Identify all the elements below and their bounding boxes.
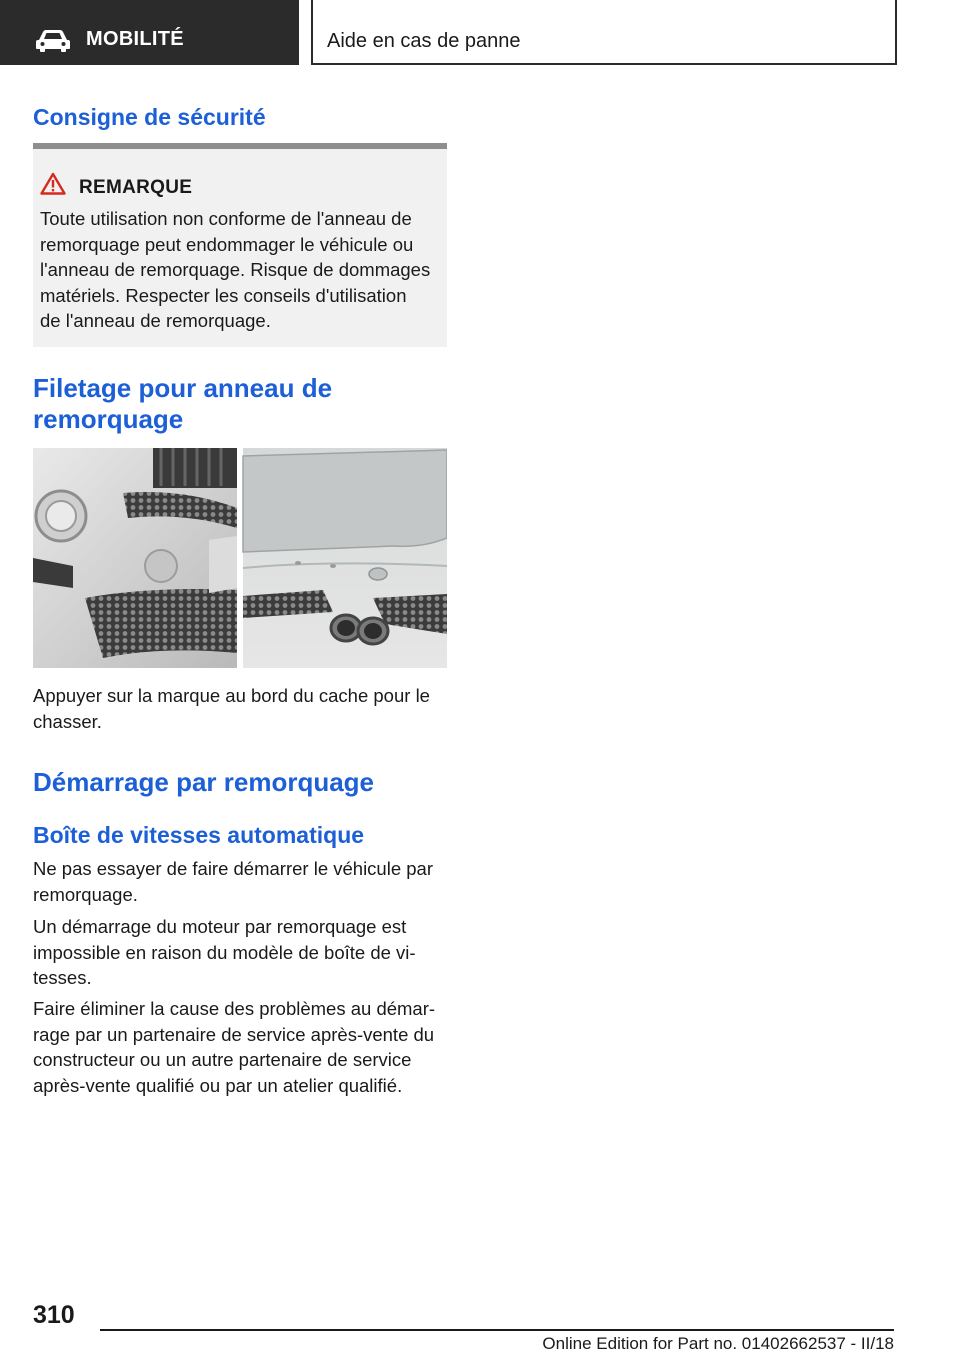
paragraph-line: rage par un partenaire de service après-vente du (33, 1023, 435, 1045)
paragraph-line: remorquage. (33, 883, 138, 905)
tow-paragraph-1 (33, 856, 447, 907)
notice-line: matériels. Respecter les conseils d'utilisation (40, 284, 407, 306)
notice-box (33, 143, 447, 347)
front-bumper-photo (33, 448, 237, 668)
header-chapter-box (311, 0, 897, 65)
notice-title: REMARQUE (79, 177, 193, 198)
tow-paragraph-2 (33, 914, 447, 991)
thread-heading: Filetage pour anneau de remorquage (33, 373, 333, 434)
tow-paragraph-3 (33, 996, 447, 1098)
chapter-title: Aide en cas de panne (327, 30, 521, 52)
caption-line: chasser. (33, 710, 102, 732)
bumper-photo-figure (33, 448, 447, 668)
paragraph-line: après-vente qualifié ou par un atelier qualifié. (33, 1074, 403, 1096)
notice-body (40, 206, 444, 334)
gearbox-subheading: Boîte de vitesses automatique (33, 822, 365, 848)
paragraph-line: tesses. (33, 967, 92, 988)
rear-bumper-photo (243, 448, 447, 668)
paragraph-line: impossible en raison du modèle de boîte de vi- (33, 941, 416, 963)
car-icon (36, 28, 70, 52)
notice-line: de l'anneau de remorquage. (40, 310, 271, 331)
paragraph-line: Ne pas essayer de faire démarrer le véhicule par (33, 858, 433, 879)
notice-line: l'anneau de remorquage. Risque de dommages (40, 259, 431, 280)
notice-line: Toute utilisation non conforme de l'anneau de (40, 208, 412, 229)
warning-triangle-icon (40, 172, 66, 195)
page-number: 310 (33, 1301, 75, 1329)
thread-caption (33, 683, 447, 734)
header-section-tab (0, 0, 299, 65)
footer-rule (100, 1329, 894, 1331)
paragraph-line: Un démarrage du moteur par remorquage est (33, 916, 407, 937)
paragraph-line: constructeur ou un autre partenaire de service (33, 1049, 412, 1070)
safety-heading: Consigne de sécurité (33, 104, 266, 130)
caption-line: Appuyer sur la marque au bord du cache pour le (33, 685, 430, 706)
notice-line: remorquage peut endommager le véhicule ou (40, 233, 414, 255)
section-title: MOBILITÉ (86, 28, 184, 50)
paragraph-line: Faire éliminer la cause des problèmes au démar- (33, 998, 436, 1019)
tow-start-heading: Démarrage par remorquage (33, 767, 375, 797)
footer-edition: Online Edition for Part no. 01402662537 - II/18 (542, 1334, 894, 1353)
